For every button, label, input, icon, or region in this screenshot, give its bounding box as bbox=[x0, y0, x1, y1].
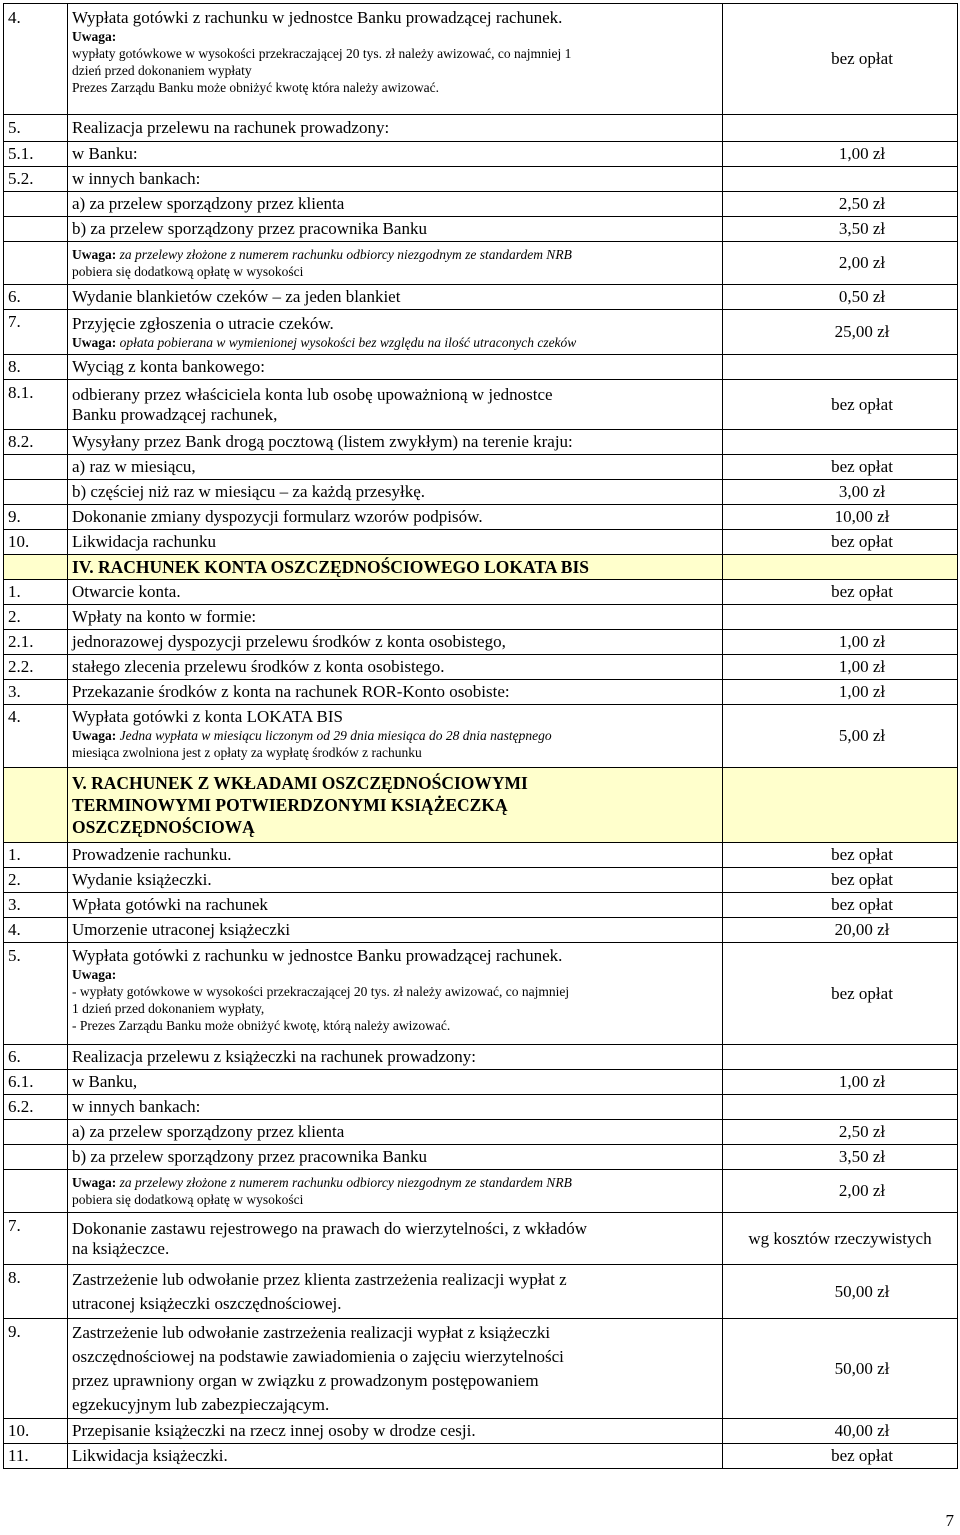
table-row: 10. Likwidacja rachunku bez opłat bbox=[4, 530, 958, 555]
table-row: b) częściej niż raz w miesiącu – za każdą przesyłkę. 3,00 zł bbox=[4, 480, 958, 505]
table-row: 6. Wydanie blankietów czeków – za jeden blankiet 0,50 zł bbox=[4, 285, 958, 310]
table-row: 4. Umorzenie utraconej książeczki 20,00 zł bbox=[4, 918, 958, 943]
fee-table bbox=[3, 3, 958, 1469]
table-row: 5. Realizacja przelewu na rachunek prowadzony: bbox=[4, 115, 958, 142]
table-row: 11. Likwidacja książeczki. bez opłat bbox=[4, 1444, 958, 1469]
table-row: b) za przelew sporządzony przez pracownika Banku 3,50 zł bbox=[4, 217, 958, 242]
table-row: 2.2. stałego zlecenia przelewu środków z konta osobistego. 1,00 zł bbox=[4, 655, 958, 680]
table-row: 6. Realizacja przelewu z książeczki na rachunek prowadzony: bbox=[4, 1045, 958, 1070]
table-row: 8. Zastrzeżenie lub odwołanie przez klienta zastrzeżenia realizacji wypłat z utraconej książeczki oszczędnościowej. 50,00 zł bbox=[4, 1265, 958, 1319]
table-row: 8.2. Wysyłany przez Bank drogą pocztową (listem zwykłym) na terenie kraju: bbox=[4, 430, 958, 455]
table-row: 9. Zastrzeżenie lub odwołanie zastrzeżenia realizacji wypłat z książeczki oszczędnościowej na podstawie zawiadomienia o zajęciu wierzytelności przez uprawniony organ w związku z prowadzonym postępowaniem egzekucyjnym lub zabezpieczającym. 50,00 zł bbox=[4, 1319, 958, 1419]
table-row: 2.1. jednorazowej dyspozycji przelewu środków z konta osobistego, 1,00 zł bbox=[4, 630, 958, 655]
table-row: 3. Przekazanie środków z konta na rachunek ROR-Konto osobiste: 1,00 zł bbox=[4, 680, 958, 705]
table-row: 1. Prowadzenie rachunku. bez opłat bbox=[4, 843, 958, 868]
table-row: 10. Przepisanie książeczki na rzecz innej osoby w drodze cesji. 40,00 zł bbox=[4, 1419, 958, 1444]
table-row: 8.1. odbierany przez właściciela konta lub osobę upoważnioną w jednostce Banku prowadzącej rachunek, bez opłat bbox=[4, 380, 958, 430]
table-row: 5. Wypłata gotówki z rachunku w jednostce Banku prowadzącej rachunek. Uwaga: - wypłaty gotówkowe w wysokości przekraczającej 20 tys. zł należy awizować, co najmniej 1 dzień przed dokonaniem wypłaty, - Prezes Zarządu Banku może obniżyć kwotę, którą należy awizować. bez opłat bbox=[4, 943, 958, 1045]
table-row: 7. Dokonanie zastawu rejestrowego na prawach do wierzytelności, z wkładów na książeczce. wg kosztów rzeczywistych bbox=[4, 1213, 958, 1265]
table-row: b) za przelew sporządzony przez pracownika Banku 3,50 zł bbox=[4, 1145, 958, 1170]
section-heading: IV. RACHUNEK KONTA OSZCZĘDNOŚCIOWEGO LOKATA BIS bbox=[68, 555, 723, 580]
section-heading-row bbox=[4, 555, 958, 580]
table-row: 1. Otwarcie konta. bez opłat bbox=[4, 580, 958, 605]
section-heading-row bbox=[4, 768, 958, 843]
table-row: 2. Wpłaty na konto w formie: bbox=[4, 605, 958, 630]
table-row: a) za przelew sporządzony przez klienta 2,50 zł bbox=[4, 192, 958, 217]
table-row: 3. Wpłata gotówki na rachunek bez opłat bbox=[4, 893, 958, 918]
table-row: 5.1. w Banku: 1,00 zł bbox=[4, 142, 958, 167]
page-number: 7 bbox=[945, 1511, 954, 1530]
table-row: 4. Wypłata gotówki z konta LOKATA BIS Uwaga: Jedna wypłata w miesiącu liczonym od 29 dnia miesiąca do 28 dnia następnego miesiąca zwolniona jest z opłaty za wypłatę środków z rachunku 5,00 zł bbox=[4, 705, 958, 768]
table-row: 2. Wydanie książeczki. bez opłat bbox=[4, 868, 958, 893]
table-row: Uwaga: za przelewy złożone z numerem rachunku odbiorcy niezgodnym ze standardem NRB pobiera się dodatkową opłatę w wysokości 2,00 zł bbox=[4, 242, 958, 285]
table-row: 9. Dokonanie zmiany dyspozycji formularz wzorów podpisów. 10,00 zł bbox=[4, 505, 958, 530]
table-row: 6.1. w Banku, 1,00 zł bbox=[4, 1070, 958, 1095]
table-row: Uwaga: za przelewy złożone z numerem rachunku odbiorcy niezgodnym ze standardem NRB pobiera się dodatkową opłatę w wysokości 2,00 zł bbox=[4, 1170, 958, 1213]
table-row: 7. Przyjęcie zgłoszenia o utracie czeków. Uwaga: opłata pobierana w wymienionej wysokości bez względu na ilość utraconych czeków 25,00 zł bbox=[4, 310, 958, 355]
table-row: 6.2. w innych bankach: bbox=[4, 1095, 958, 1120]
table-row: 4. Wypłata gotówki z rachunku w jednostce Banku prowadzącej rachunek. Uwaga: wypłaty gotówkowe w wysokości przekraczającej 20 tys. zł należy awizować, co najmniej 1 dzień przed dokonaniem wypłaty Prezes Zarządu Banku może obniżyć kwotę która należy awizować. bez opłat bbox=[4, 4, 958, 115]
table-row: 8. Wyciąg z konta bankowego: bbox=[4, 355, 958, 380]
table-row: a) raz w miesiącu, bez opłat bbox=[4, 455, 958, 480]
table-row: 5.2. w innych bankach: bbox=[4, 167, 958, 192]
table-row: a) za przelew sporządzony przez klienta 2,50 zł bbox=[4, 1120, 958, 1145]
section-heading: V. RACHUNEK Z WKŁADAMI OSZCZĘDNOŚCIOWYMI TERMINOWYMI POTWIERDZONYMI KSIĄŻECZKĄ OSZCZĘDNOŚCIOWĄ bbox=[68, 768, 723, 843]
